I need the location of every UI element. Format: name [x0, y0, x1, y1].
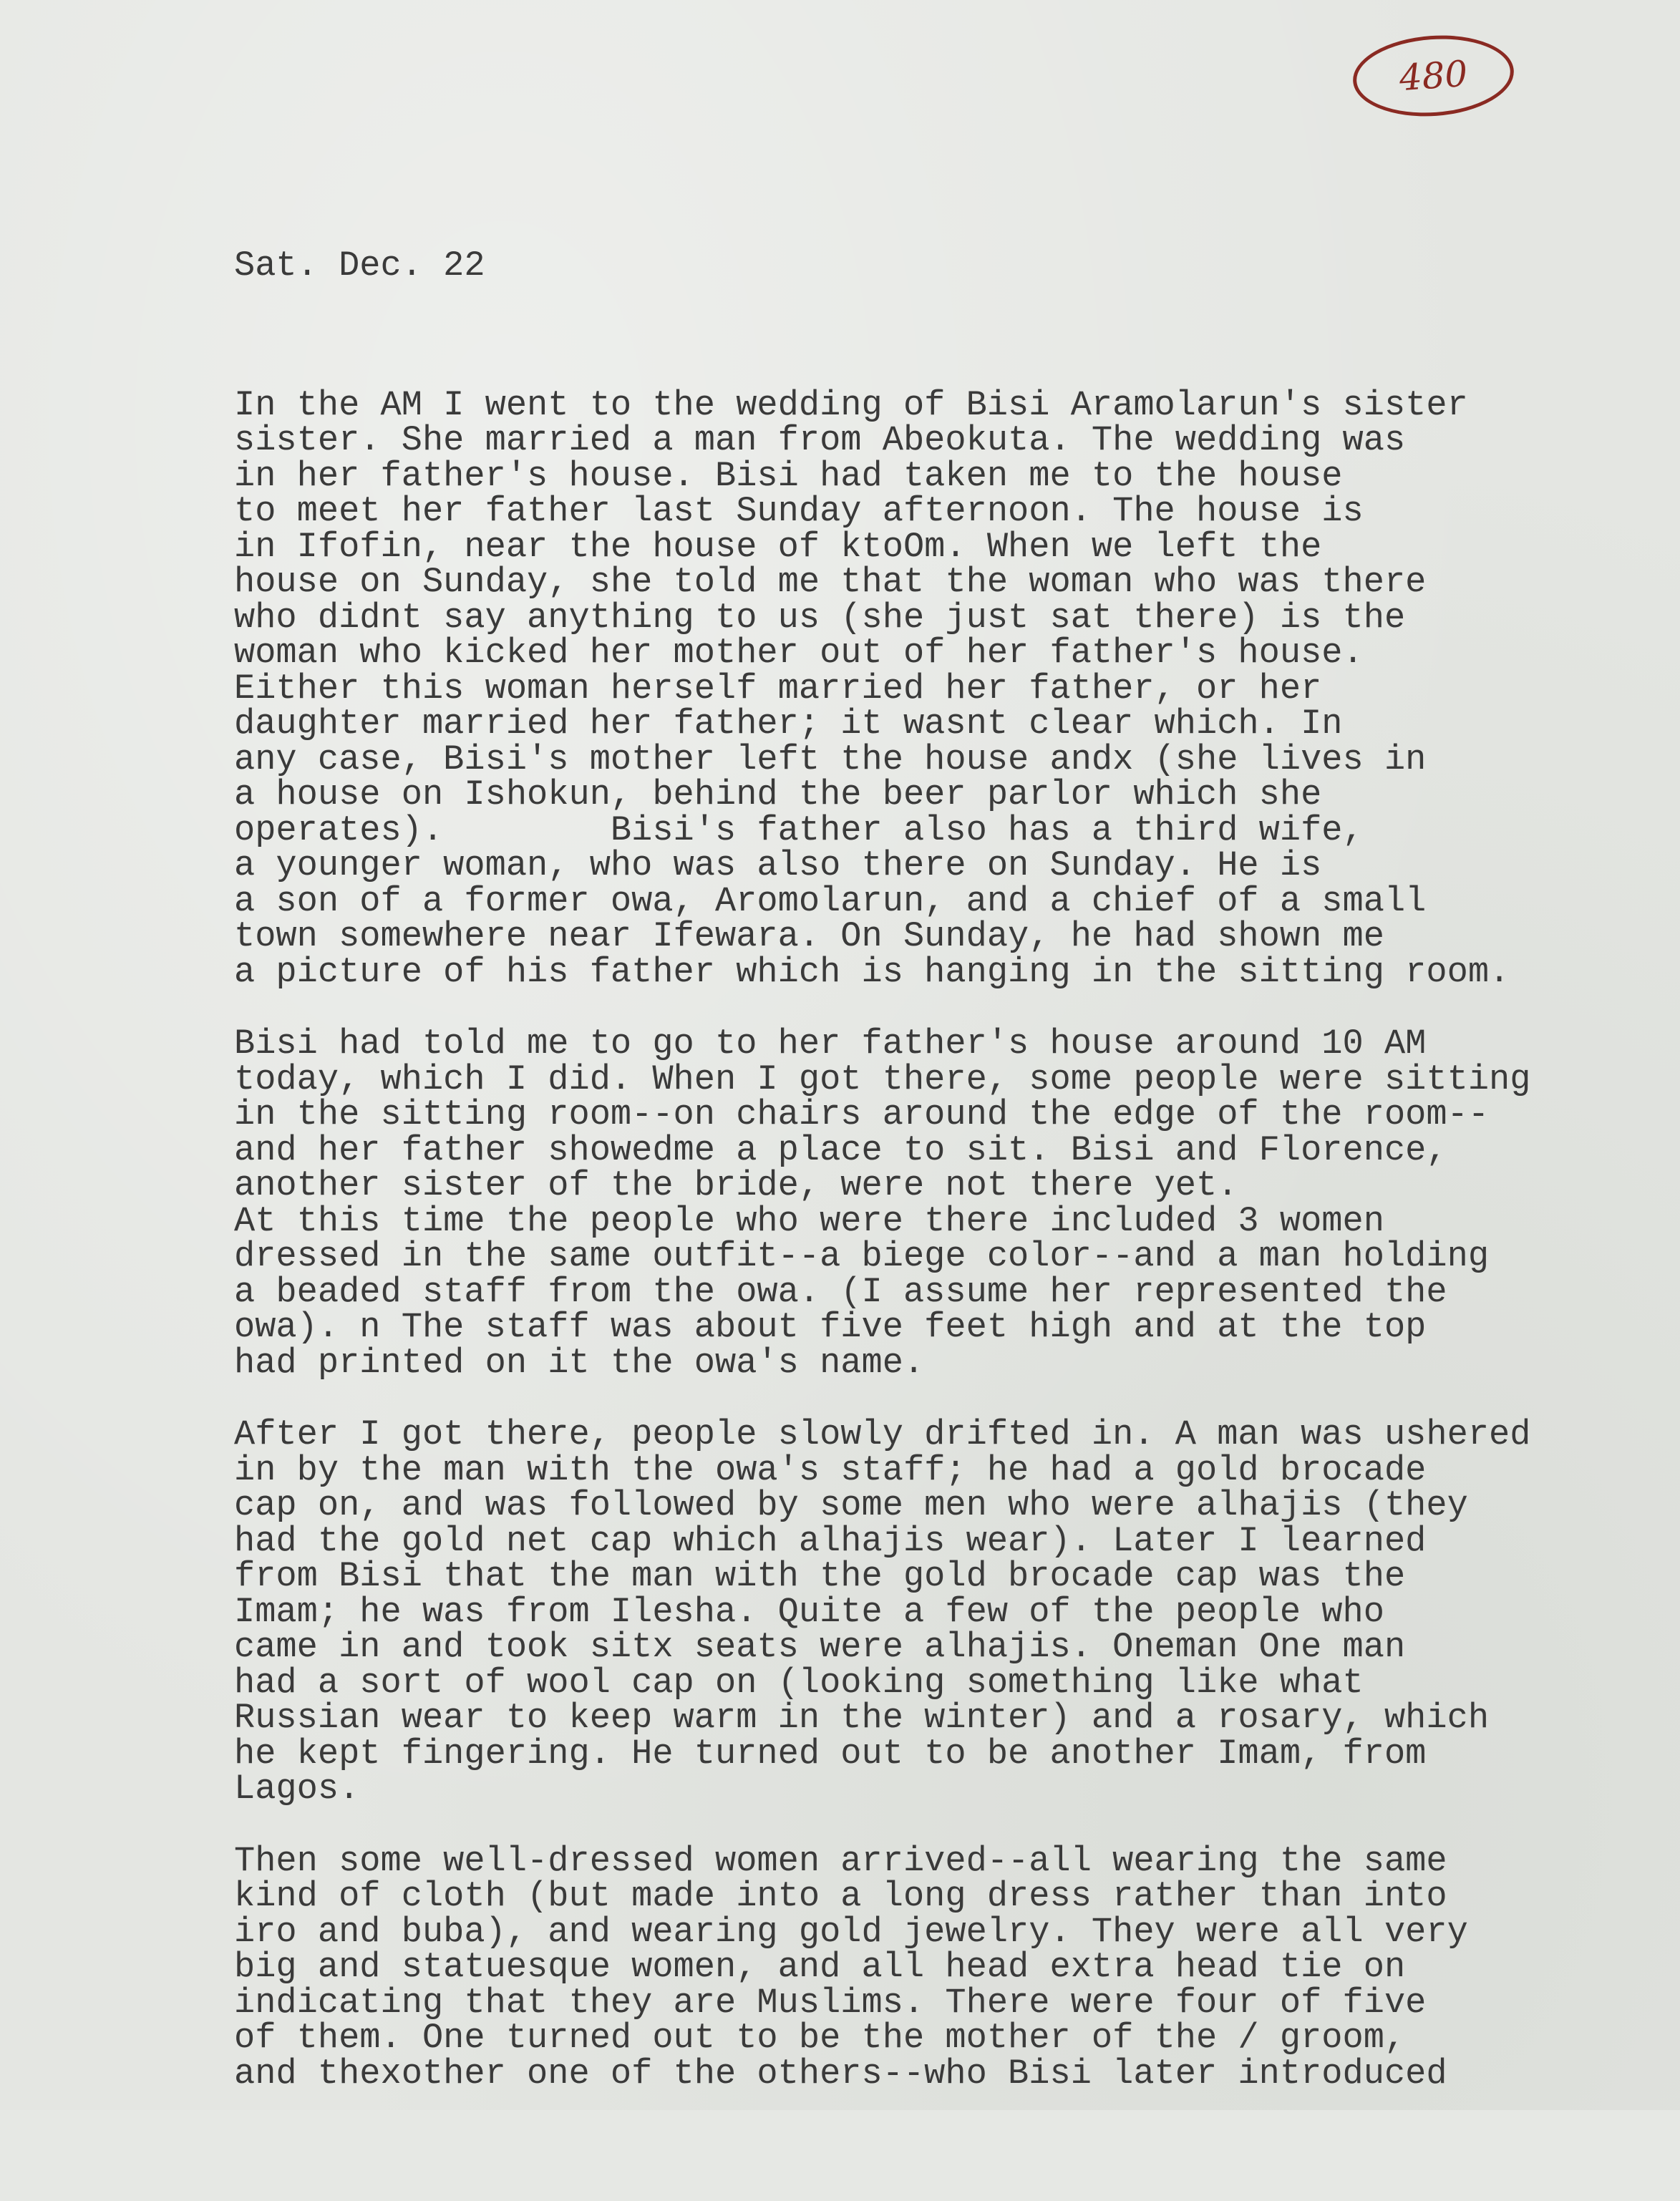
text-line: house on Sunday, she told me that the woman who was there — [234, 562, 1427, 602]
paragraph — [234, 1840, 1659, 2094]
paragraph — [234, 384, 1659, 992]
text-line: of them. One turned out to be the mother of the / groom, — [234, 2018, 1406, 2058]
text-line: Either this woman herself married her father, or her — [234, 668, 1322, 709]
text-line: Bisi had told me to go to her father's house around 10 AM — [234, 1024, 1427, 1064]
text-line: he kept fingering. He turned out to be another Imam, from — [234, 1733, 1427, 1774]
text-line: kind of cloth (but made into a long dress rather than into — [234, 1876, 1447, 1916]
text-line: indicating that they are Muslims. There were four of five — [234, 1982, 1427, 2023]
text-line: had the gold net cap which alhajis wear). Later I learned — [234, 1520, 1427, 1561]
paragraph — [234, 1026, 1659, 1381]
text-line: a picture of his father which is hanging in the sitting room. — [234, 951, 1510, 992]
text-line: in Ifofin, near the house of ktoOm. When we left the — [234, 526, 1322, 567]
text-line: who didnt say anything to us (she just sat there) is the — [234, 597, 1406, 638]
text-line: a beaded staff from the owa. (I assume her represented the — [234, 1271, 1447, 1312]
text-line: operates). Bisi's father also has a third wife, — [234, 810, 1364, 850]
text-line: in her father's house. Bisi had taken me to the house — [234, 455, 1343, 496]
text-line: Then some well-dressed women arrived--all wearing the same — [234, 1840, 1447, 1881]
text-line: from Bisi that the man with the gold brocade cap was the — [234, 1556, 1406, 1596]
typed-text — [234, 178, 1659, 2199]
text-line: iro and buba), and wearing gold jewelry. They were all very — [234, 1911, 1468, 1952]
text-line: had printed on it the owa's name. — [234, 1342, 925, 1383]
text-line: came in and took sitx seats were alhajis. Oneman One man — [234, 1627, 1406, 1667]
text-line: big and statuesque women, and all head extra head tie on — [234, 1947, 1406, 1987]
text-line: Lagos. — [234, 1769, 360, 1809]
text-line: in the sitting room--on chairs around the edge of the room-- — [234, 1094, 1490, 1134]
text-line: After I got there, people slowly drifted in. A man was ushered — [234, 1414, 1531, 1454]
text-line: today, which I did. When I got there, some people were sitting — [234, 1059, 1531, 1099]
text-line: a house on Ishokun, behind the beer parlor which she — [234, 774, 1322, 815]
text-line: woman who kicked her mother out of her father's house. — [234, 633, 1364, 673]
paragraph — [234, 1414, 1659, 1809]
text-line: in by the man with the owa's staff; he had a gold brocade — [234, 1449, 1427, 1490]
text-line: dressed in the same outfit--a biege color--and a man holding — [234, 1236, 1490, 1276]
text-line: cap on, and was followed by some men who were alhajis (they — [234, 1485, 1468, 1525]
text-line: Russian wear to keep warm in the winter) and a rosary, which — [234, 1698, 1490, 1738]
text-line: Imam; he was from Ilesha. Quite a few of the people who — [234, 1591, 1384, 1632]
page-number: 480 — [1397, 52, 1470, 99]
text-line: another sister of the bride, were not there yet. — [234, 1165, 1238, 1205]
text-line: At this time the people who were there included 3 women — [234, 1200, 1384, 1241]
text-line: a younger woman, who was also there on Sunday. He is — [234, 845, 1322, 885]
text-line: any case, Bisi's mother left the house andx (she lives in — [234, 739, 1427, 779]
text-line: owa). n The staff was about five feet high and at the top — [234, 1307, 1427, 1347]
text-line: and thexother one of the others--who Bisi later introduced — [234, 2053, 1447, 2094]
text-line: and her father showedme a place to sit. Bisi and Florence, — [234, 1129, 1447, 1170]
page-number-annotation — [1350, 30, 1516, 121]
text-line: In the AM I went to the wedding of Bisi Aramolarun's sister — [234, 384, 1468, 425]
text-line: town somewhere near Ifewara. On Sunday, he had shown me — [234, 916, 1384, 956]
text-line: to meet her father last Sunday afternoon. The house is — [234, 491, 1364, 531]
text-line: sister. She married a man from Abeokuta. The wedding was — [234, 420, 1406, 460]
text-line: daughter married her father; it wasnt clear which. In — [234, 704, 1343, 744]
entry-date: Sat. Dec. 22 — [234, 246, 485, 286]
paragraphs — [234, 384, 1659, 2094]
text-line: had a sort of wool cap on (looking something like what — [234, 1662, 1364, 1703]
text-line: a son of a former owa, Aromolarun, and a chief of a small — [234, 880, 1427, 921]
